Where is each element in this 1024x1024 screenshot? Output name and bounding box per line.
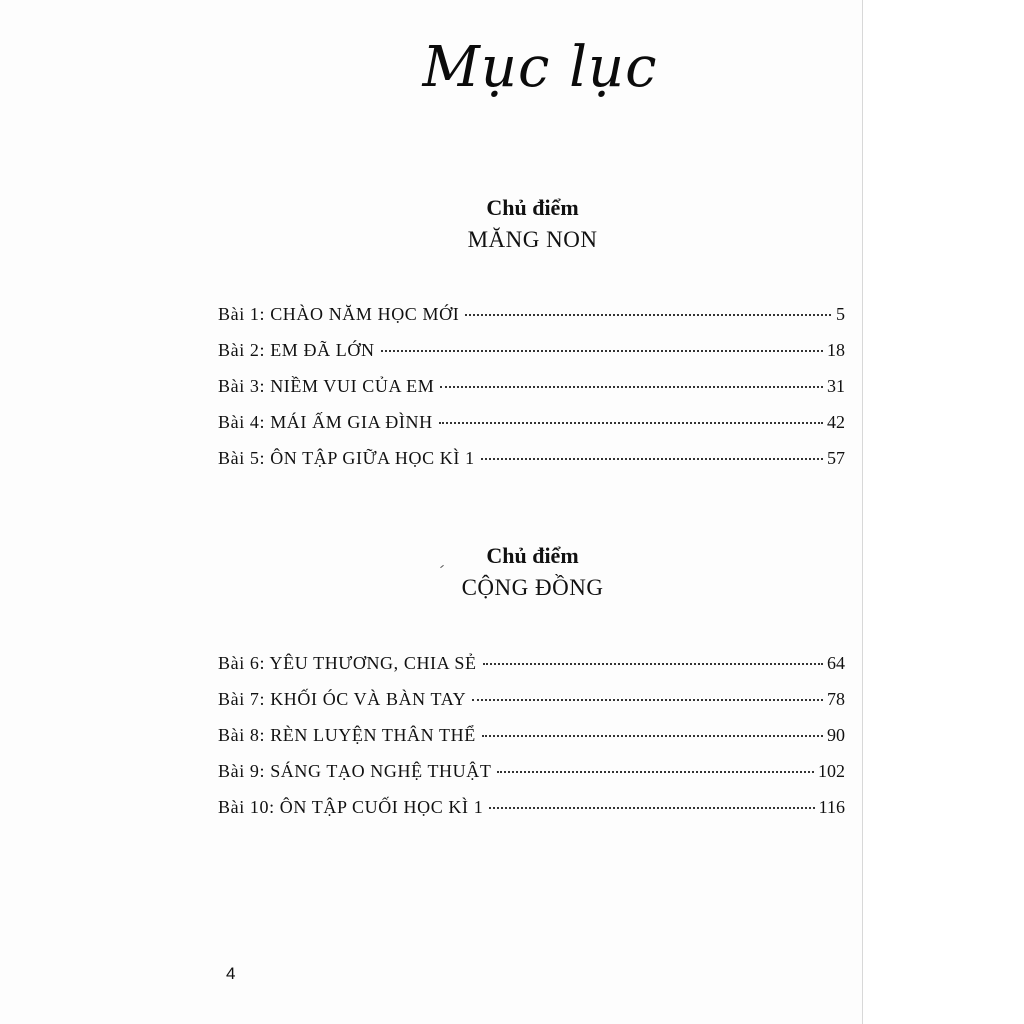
toc-entry-page: 18 [827,340,845,360]
toc-entry[interactable] [218,645,845,681]
toc-entry-page: 31 [827,376,845,396]
toc-entry-page: 116 [818,797,845,817]
toc-entry[interactable] [218,404,845,440]
dot-leader [482,735,823,737]
dot-leader [483,663,823,665]
page-number: 4 [226,964,236,983]
toc-entry[interactable] [218,440,845,476]
toc-entry-page: 57 [827,448,845,468]
toc-entry-label: Bài 4: MÁI ẤM GIA ĐÌNH [218,412,433,432]
toc-entry-label: Bài 10: ÔN TẬP CUỐI HỌC KÌ 1 [218,797,484,817]
toc-entry-label: Bài 6: YÊU THƯƠNG, CHIA SẺ [218,653,477,673]
toc-list-2 [218,645,845,825]
toc-entry-label: Bài 5: ÔN TẬP GIỮA HỌC KÌ 1 [218,448,475,468]
toc-entry[interactable] [218,332,845,368]
toc-entry[interactable] [218,296,845,332]
page-title: Mục lục [422,35,658,100]
toc-list-1 [218,296,845,476]
toc-entry[interactable] [218,681,845,717]
dot-leader [497,771,814,773]
toc-entry-label: Bài 2: EM ĐÃ LỚN [218,340,375,360]
dot-leader [465,314,831,316]
toc-entry-label: Bài 3: NIỀM VUI CỦA EM [218,376,435,396]
dot-leader [481,458,823,460]
toc-entry[interactable] [218,789,845,825]
dot-leader [381,350,823,352]
toc-entry[interactable] [218,368,845,404]
dot-leader [489,807,814,809]
section-heading-2 [400,541,665,605]
dot-leader [440,386,823,388]
toc-entry-page: 102 [818,761,845,781]
toc-entry-page: 64 [827,653,845,673]
toc-entry[interactable] [218,753,845,789]
toc-entry-label: Bài 1: CHÀO NĂM HỌC MỚI [218,304,460,324]
section-name: MĂNG NON [467,227,598,252]
dot-leader [472,699,823,701]
dot-leader [439,422,823,424]
toc-entry-label: Bài 9: SÁNG TẠO NGHỆ THUẬT [218,761,492,781]
toc-entry-page: 5 [836,304,845,324]
page-margin [863,0,1024,1024]
toc-entry-page: 78 [827,689,845,709]
toc-entry-page: 90 [827,725,845,745]
section-subtitle: Chủ điểm [486,543,579,568]
toc-entry-label: Bài 8: RÈN LUYỆN THÂN THỂ [218,725,476,745]
section-subtitle: Chủ điểm [486,195,579,220]
toc-entry-page: 42 [827,412,845,432]
toc-entry-label: Bài 7: KHỐI ÓC VÀ BÀN TAY [218,689,467,709]
toc-entry[interactable] [218,717,845,753]
section-heading-1 [400,193,665,257]
section-name: CỘNG ĐỒNG [461,575,604,600]
